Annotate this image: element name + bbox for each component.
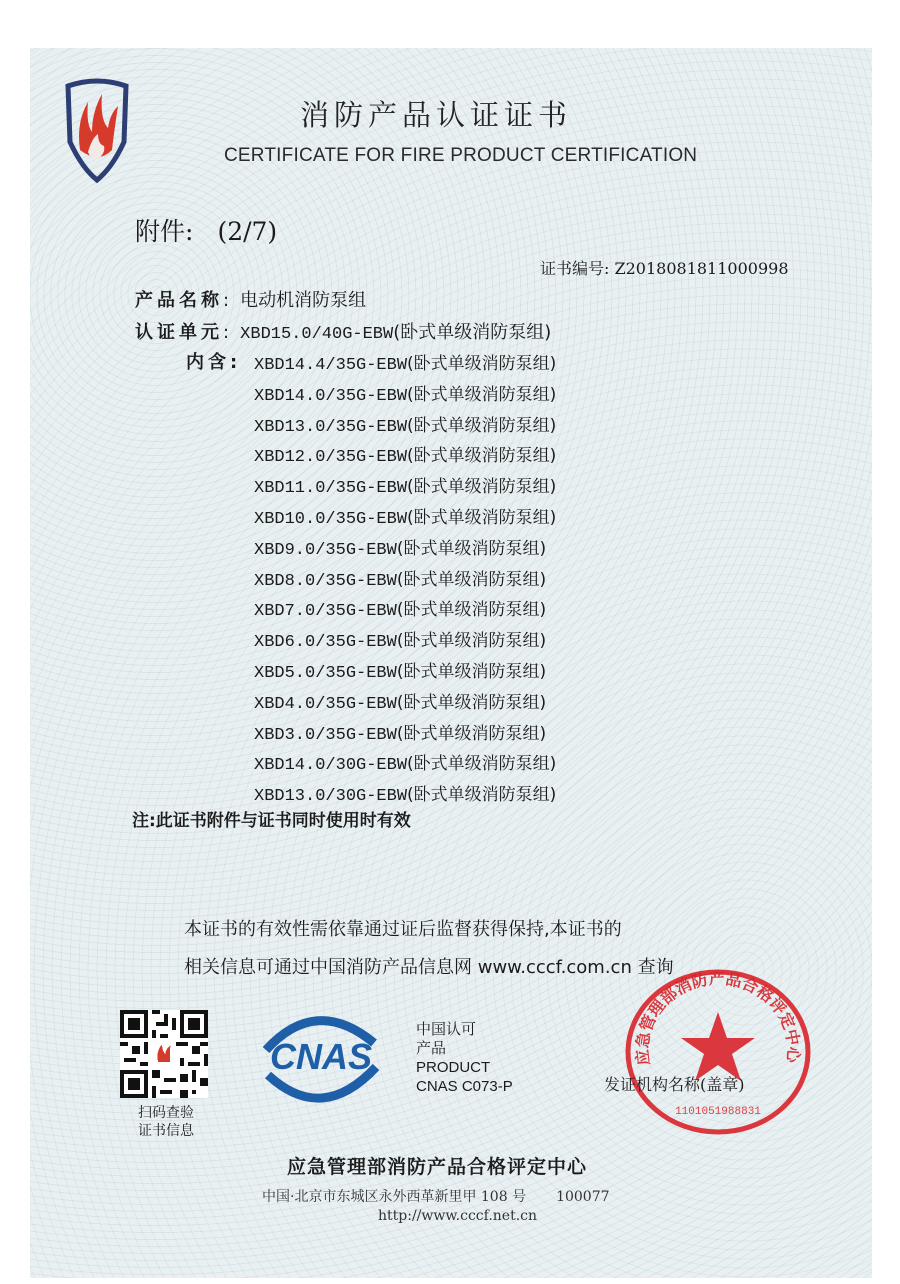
certification-unit-label: 认证单元 — [135, 322, 223, 343]
model-description: (卧式单级消防泵组) — [396, 538, 547, 559]
certificate-title-cn: 消防产品认证证书 — [300, 98, 573, 132]
fire-product-logo — [62, 72, 132, 184]
official-seal — [618, 960, 818, 1138]
validity-statement-line2: 相关信息可通过中国消防产品信息网 www.cccf.com.cn 查询 — [184, 957, 674, 978]
contains-label: 内含: — [186, 352, 242, 373]
model-code: XBD9.0/35G-EBW — [254, 540, 397, 560]
model-row — [254, 349, 556, 375]
model-code: XBD3.0/35G-EBW — [254, 725, 397, 745]
model-row — [254, 411, 556, 437]
model-description: (卧式单级消防泵组) — [407, 508, 557, 528]
model-row — [254, 380, 556, 406]
cnas-logo — [246, 1005, 396, 1105]
validity-note: 注:此证书附件与证书同时使用时有效 — [132, 811, 411, 831]
model-code: XBD14.0/30G-EBW — [254, 756, 408, 776]
issuer-address — [262, 1186, 610, 1206]
model-code: XBD13.0/35G-EBW — [254, 417, 408, 437]
product-name-label: 产品名称 — [135, 290, 223, 311]
model-row — [254, 719, 546, 745]
model-description: (卧式单级消防泵组) — [407, 384, 557, 405]
validity-statement-line1: 本证书的有效性需依靠通过证后监督获得保持,本证书的 — [184, 919, 622, 940]
model-code: XBD14.4/35G-EBW — [254, 356, 408, 375]
model-code: XBD4.0/35G-EBW — [254, 694, 397, 714]
model-row — [254, 503, 556, 529]
certification-unit-desc: (卧式单级消防泵组) — [393, 322, 552, 343]
attachment-number: (2/7) — [217, 217, 278, 246]
seal-text: 应急管理部消防产品合格评定中心 — [632, 968, 804, 1067]
model-code: XBD10.0/35G-EBW — [254, 510, 408, 529]
model-description: (卧式单级消防泵组) — [396, 600, 547, 621]
model-row — [254, 472, 556, 498]
model-description: (卧式单级消防泵组) — [396, 569, 547, 590]
qr-caption-line1: 扫码查验 — [138, 1105, 194, 1121]
model-description: (卧式单级消防泵组) — [396, 692, 547, 713]
certification-unit-row — [135, 318, 551, 344]
certificate-number — [540, 256, 789, 279]
model-code: XBD7.0/35G-EBW — [254, 602, 397, 622]
model-description: (卧式单级消防泵组) — [407, 415, 557, 436]
model-code: XBD12.0/35G-EBW — [254, 448, 408, 468]
model-row — [254, 626, 546, 652]
model-description: (卧式单级消防泵组) — [396, 662, 547, 682]
qr-caption — [126, 1104, 206, 1140]
cnas-logo-text: CNAS — [269, 1036, 373, 1077]
model-code: XBD6.0/35G-EBW — [254, 633, 397, 653]
certificate-title-en: CERTIFICATE FOR FIRE PRODUCT CERTIFICATION — [224, 145, 698, 166]
model-description: (卧式单级消防泵组) — [396, 631, 547, 652]
qr-caption-line2: 证书信息 — [138, 1123, 194, 1139]
model-row — [254, 749, 556, 775]
product-name-row — [135, 286, 366, 312]
model-description: (卧式单级消防泵组) — [407, 477, 557, 498]
model-row — [254, 780, 556, 806]
postal-code: 100077 — [556, 1189, 610, 1205]
model-description: (卧式单级消防泵组) — [407, 446, 557, 467]
cnas-line3: PRODUCT — [416, 1059, 491, 1076]
product-name-separator: : — [223, 290, 230, 311]
model-description: (卧式单级消防泵组) — [407, 754, 557, 775]
issuer-label: 发证机构名称(盖章) — [604, 1075, 745, 1094]
model-row — [254, 688, 546, 714]
model-code: XBD5.0/35G-EBW — [254, 664, 397, 683]
attachment-indicator — [135, 212, 277, 248]
certificate-number-value: Z2018081811000998 — [614, 259, 789, 278]
model-code: XBD8.0/35G-EBW — [254, 571, 397, 591]
model-row — [254, 565, 546, 591]
certification-unit-separator: : — [223, 322, 230, 343]
model-code: XBD11.0/35G-EBW — [254, 479, 408, 499]
model-description: (卧式单级消防泵组) — [407, 354, 557, 374]
model-description: (卧式单级消防泵组) — [396, 723, 547, 744]
model-code: XBD13.0/30G-EBW — [254, 787, 408, 807]
cnas-line2: 产品 — [416, 1040, 447, 1057]
cnas-line1: 中国认可 — [416, 1021, 477, 1038]
address-text: 中国·北京市东城区永外西革新里甲 108 号 — [262, 1189, 527, 1205]
model-code: XBD14.0/35G-EBW — [254, 386, 408, 406]
issuer-website-link[interactable]: http://www.cccf.net.cn — [378, 1208, 538, 1224]
attachment-label: 附件: — [135, 217, 194, 246]
cnas-line4: CNAS C073-P — [416, 1078, 513, 1095]
certification-unit-model: XBD15.0/40G-EBW — [240, 325, 394, 344]
model-row — [254, 534, 546, 560]
model-description: (卧式单级消防泵组) — [407, 785, 557, 806]
product-name-value: 电动机消防泵组 — [240, 290, 367, 311]
model-row — [254, 657, 546, 683]
qr-code[interactable] — [120, 1010, 208, 1098]
cnas-accreditation-text — [416, 1020, 513, 1096]
model-row — [254, 441, 556, 467]
seal-number: 1101051988831 — [675, 1106, 761, 1118]
issuing-center-name: 应急管理部消防产品合格评定中心 — [287, 1156, 588, 1178]
model-row — [254, 595, 546, 621]
certificate-number-label: 证书编号: — [540, 259, 610, 278]
